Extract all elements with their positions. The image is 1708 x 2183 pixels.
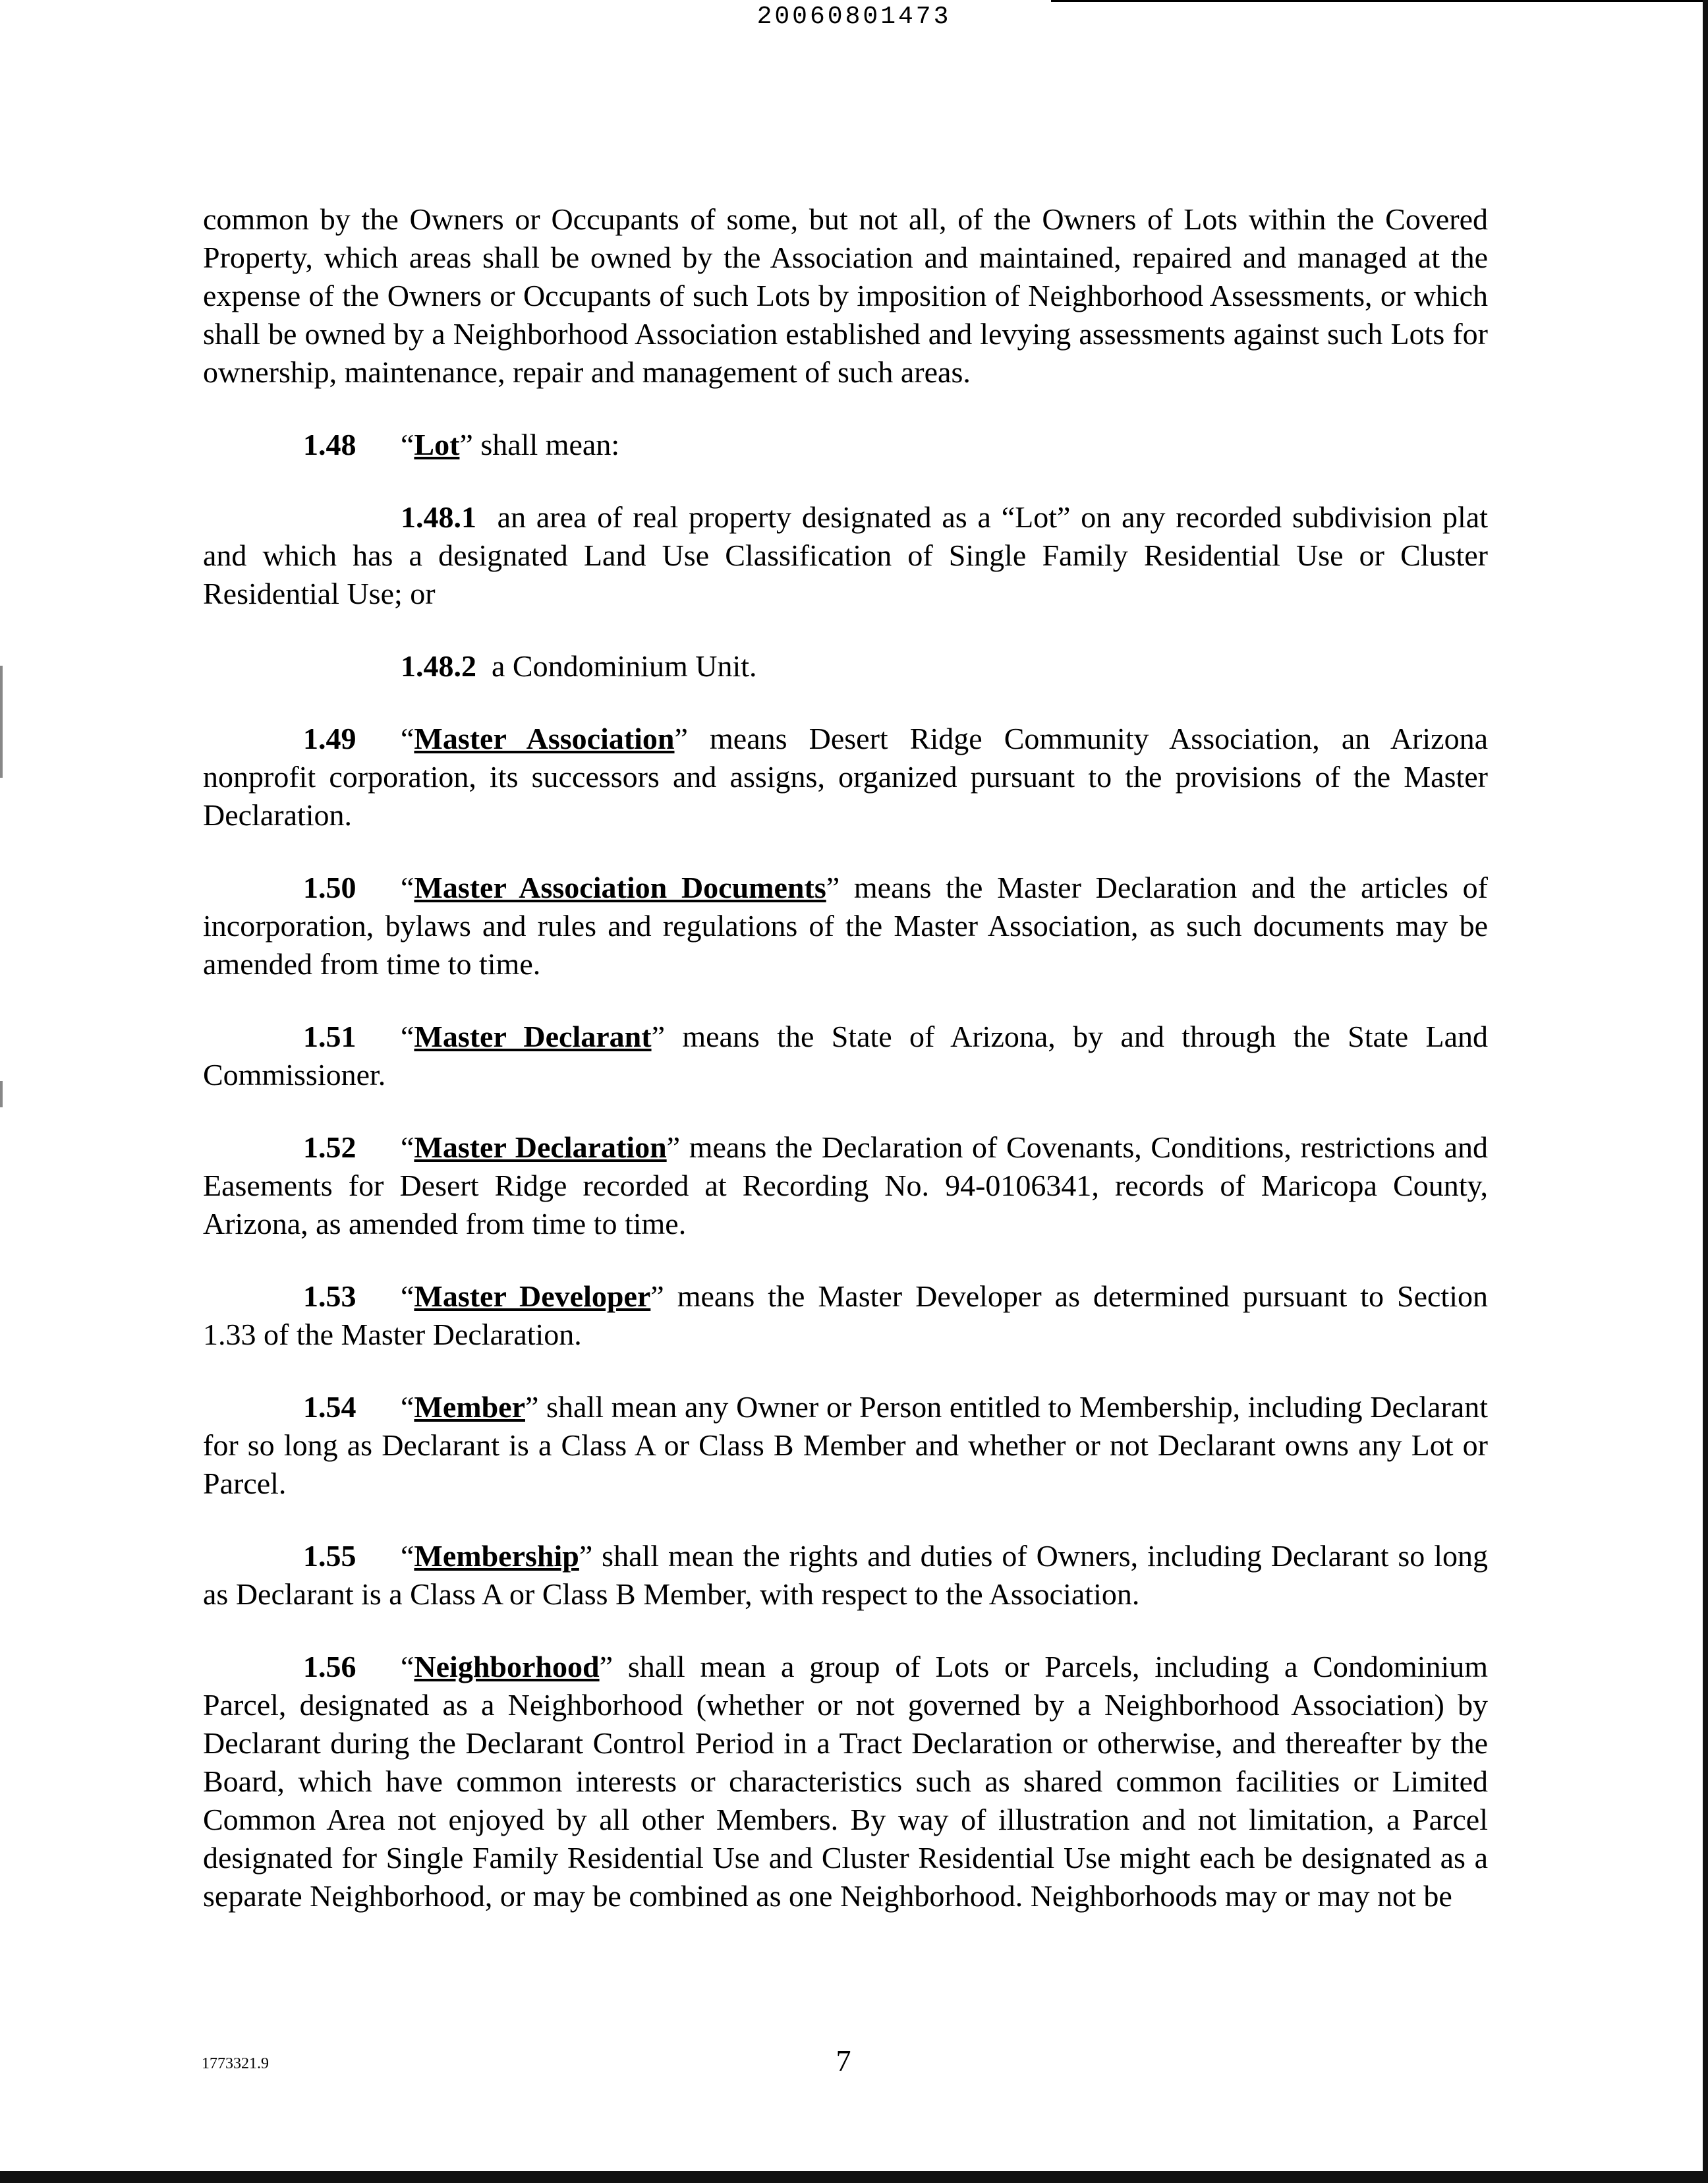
section-1-53: 1.53 “Master Developer” means the Master Developer as determined pursuant to Section 1.33 of the Master Declaration. <box>203 1277 1488 1354</box>
section-1-51: 1.51 “Master Declarant” means the State of Arizona, by and through the State Land Commissioner. <box>203 1018 1488 1094</box>
section-1-48: 1.48 “Lot” shall mean: <box>203 426 1488 464</box>
section-number: 1.56 <box>303 1650 356 1683</box>
section-number: 1.50 <box>303 871 356 904</box>
section-number: 1.51 <box>303 1020 356 1053</box>
right-scan-edge <box>1703 0 1708 2183</box>
body-text <box>203 200 1488 1950</box>
defined-term: Master Association <box>414 722 675 755</box>
section-number: 1.48.1 <box>401 500 476 534</box>
defined-term: Master Association Documents <box>414 871 826 904</box>
section-number: 1.54 <box>303 1390 356 1424</box>
defined-term: Neighborhood <box>414 1650 600 1683</box>
section-number: 1.52 <box>303 1130 356 1164</box>
section-1-48-2: 1.48.2 a Condominium Unit. <box>401 649 757 683</box>
defined-term: Lot <box>414 428 460 461</box>
left-scan-mark <box>0 1081 3 1107</box>
defined-term: Member <box>414 1390 525 1424</box>
defined-term: Membership <box>414 1539 579 1573</box>
section-number: 1.55 <box>303 1539 356 1573</box>
bottom-scan-edge <box>0 2171 1708 2183</box>
document-id: 1773321.9 <box>202 2055 269 2072</box>
section-number: 1.48 <box>303 428 356 461</box>
defined-term: Master Developer <box>414 1279 651 1313</box>
left-scan-mark <box>0 666 3 778</box>
section-1-50: 1.50 “Master Association Documents” means the Master Declaration and the articles of incorporation, bylaws and rules and regulations of the Master Association, as such documents may be amended from time to time. <box>203 869 1488 983</box>
section-number: 1.49 <box>303 722 356 755</box>
defined-term: Master Declaration <box>414 1130 667 1164</box>
section-1-54: 1.54 “Member” shall mean any Owner or Person entitled to Membership, including Declarant for so long as Declarant is a Class A or Class B Member and whether or not Declarant owns any Lot or Parcel. <box>203 1388 1488 1503</box>
recording-number: 20060801473 <box>756 3 952 31</box>
section-1-52: 1.52 “Master Declaration” means the Declaration of Covenants, Conditions, restrictions and Easements for Desert Ridge recorded at Recording No. 94-0106341, records of Maricopa County, Arizona, as amended from time to time. <box>203 1128 1488 1243</box>
section-1-56: 1.56 “Neighborhood” shall mean a group of Lots or Parcels, including a Condominium Parcel, designated as a Neighborhood (whether or not governed by a Neighborhood Association) by Declarant during the Declarant Control Period in a Tract Declaration or otherwise, and thereafter by the Board, which have common interests or characteristics such as shared common facilities or Limited Common Area not enjoyed by all other Members. By way of illustration and not limitation, a Parcel designated for Single Family Residential Use and Cluster Residential Use might each be designated as a separate Neighborhood, or may be combined as one Neighborhood. Neighborhoods may or may not be <box>203 1648 1488 1915</box>
section-1-55: 1.55 “Membership” shall mean the rights and duties of Owners, including Declarant so long as Declarant is a Class A or Class B Member, with respect to the Association. <box>203 1537 1488 1614</box>
top-rule <box>1051 0 1708 2</box>
section-1-49: 1.49 “Master Association” means Desert Ridge Community Association, an Arizona nonprofit corporation, its successors and assigns, organized pursuant to the provisions of the Master Declaration. <box>203 720 1488 834</box>
paragraph-intro: common by the Owners or Occupants of some, but not all, of the Owners of Lots within the Covered Property, which areas shall be owned by the Association and maintained, repaired and managed at the expense of the Owners or Occupants of such Lots by imposition of Neighborhood Assessments, or which shall be owned by a Neighborhood Association established and levying assessments against such Lots for ownership, maintenance, repair and management of such areas. <box>203 202 1488 389</box>
section-number: 1.48.2 <box>401 649 476 683</box>
section-number: 1.53 <box>303 1279 356 1313</box>
section-1-48-1: 1.48.1 an area of real property designated as a “Lot” on any recorded subdivision plat and which has a designated Land Use Classification of Single Family Residential Use or Cluster Residential Use; or <box>203 500 1488 610</box>
defined-term: Master Declarant <box>414 1020 652 1053</box>
page-number: 7 <box>836 2044 851 2078</box>
